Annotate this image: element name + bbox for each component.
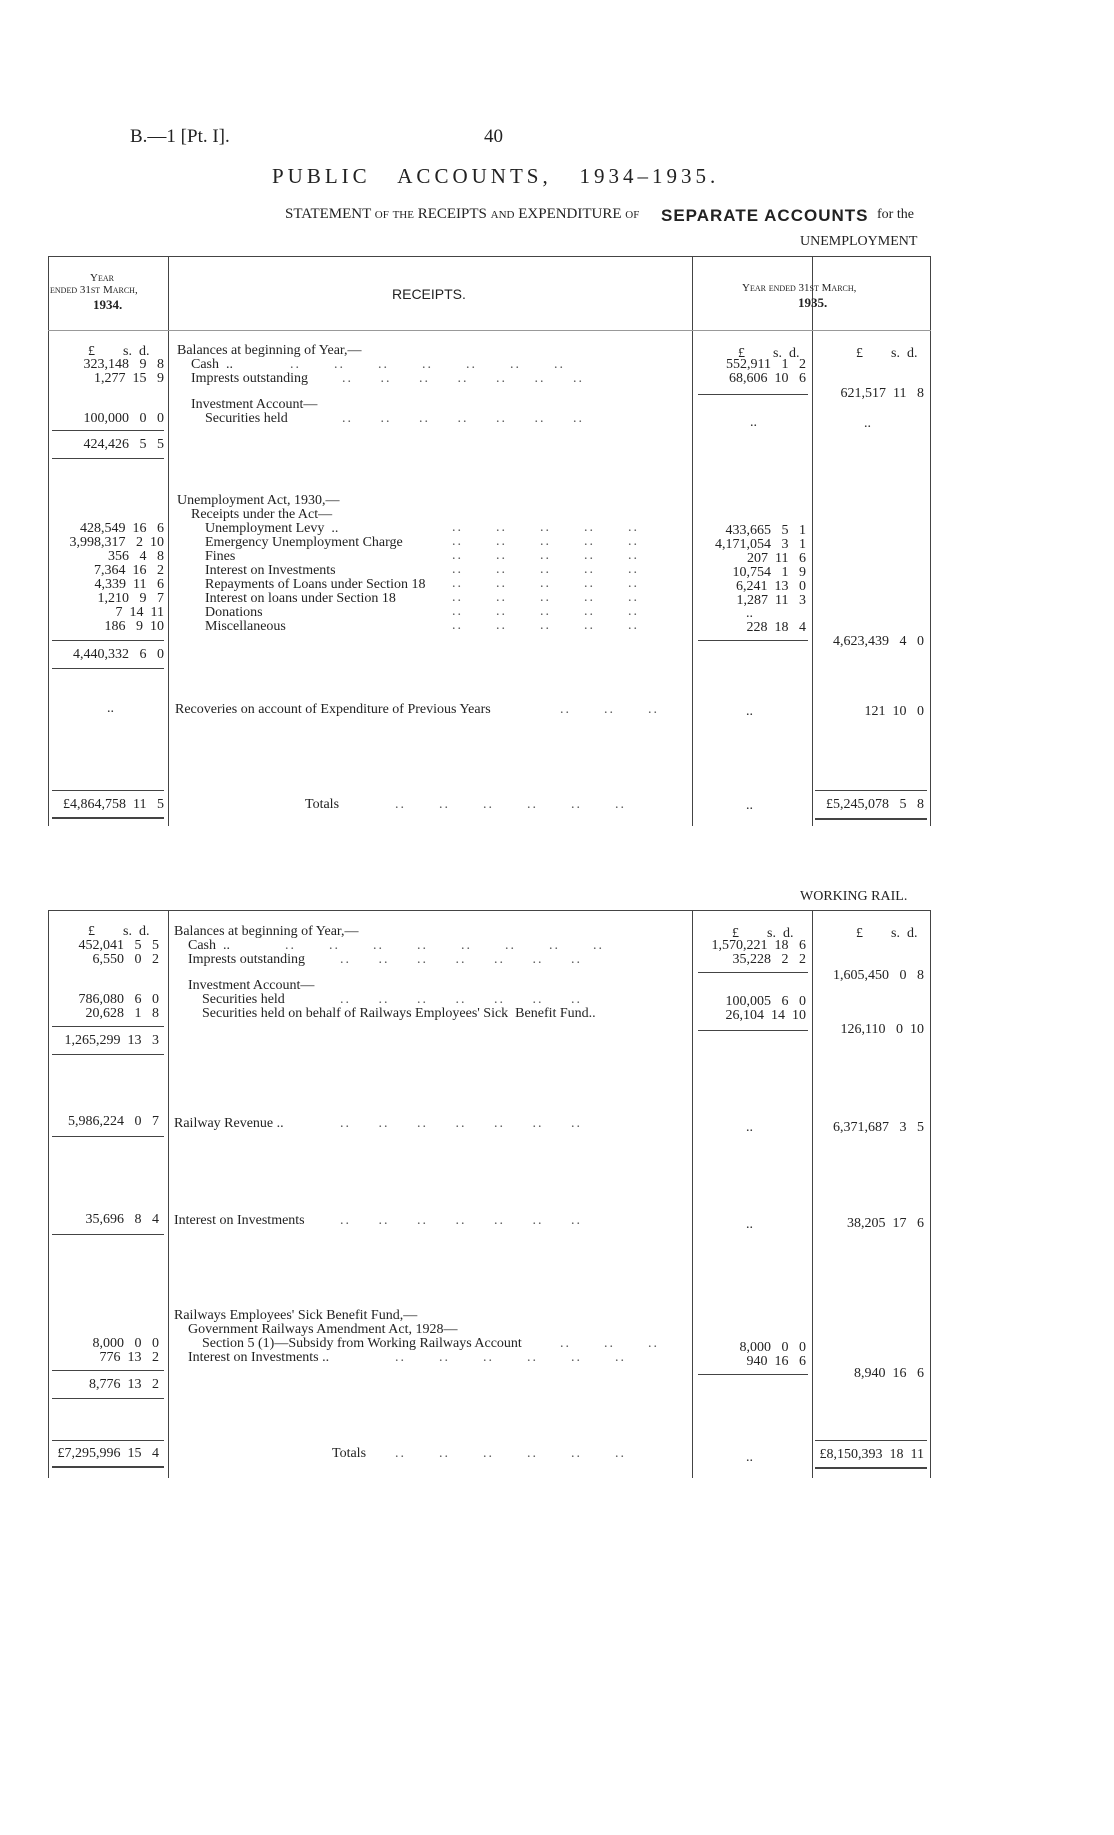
r-label-revenue: Railway Revenue ..	[174, 1116, 284, 1131]
u-left-cash: 323,148 9 8	[83, 357, 164, 372]
table2-left-border	[48, 910, 49, 1478]
r-left-subsidy: 8,000 0 0	[92, 1336, 159, 1351]
u-left-rule-5	[52, 790, 164, 791]
table2-col-divider-3	[812, 910, 813, 1478]
u-leader-block: .. .. .. .. .. .. .. .. .. .. .. .. .. .. .. .. .. .. .. .. .. .. .. .. .. .. .. .. .. .. .. .. .. .. .. .. .. .. .. ..	[452, 520, 639, 633]
table2-col-divider-1	[168, 910, 169, 1478]
u-left-rule-3	[52, 640, 164, 641]
u-left-act-total: 4,440,332 6 0	[73, 647, 164, 662]
u-mid-fines: 207 11 6	[747, 551, 806, 566]
r-label-securities: Securities held	[202, 992, 285, 1007]
u-mid-recoveries: ..	[746, 704, 753, 719]
statement-prefix: STATEMENT of the RECEIPTS and EXPENDITURE of	[285, 206, 640, 222]
u-left-emergency: 3,998,317 2 10	[69, 535, 164, 550]
r-mid-rule-3	[698, 1374, 808, 1375]
col-receipts: RECEIPTS.	[392, 286, 466, 302]
r-left-balances-total: 1,265,299 13 3	[64, 1033, 159, 1048]
u-mid-totals: ..	[746, 798, 753, 813]
r-label-totals: Totals	[332, 1446, 367, 1461]
u-mid-donations: ..	[746, 606, 753, 621]
r-right-totals: £8,150,393 18 11	[819, 1447, 924, 1462]
r-leader-totals: .. .. .. .. .. ..	[395, 1446, 626, 1461]
col-year-1935-year: 1935.	[798, 295, 828, 310]
statement-suffix: for the	[877, 207, 914, 222]
currency-header-mid: £ s. d.	[738, 346, 800, 361]
u-label-fines: Fines	[205, 549, 236, 564]
u-mid-repayments: 6,241 13 0	[736, 579, 806, 594]
u-left-interest: 7,364 16 2	[94, 563, 164, 578]
u-label-receipts-under: Receipts under the Act—	[191, 507, 333, 522]
col-year-1934-line2: ended 31st March,	[50, 284, 138, 296]
r-left-rule-4	[52, 1234, 164, 1235]
u-leader-imprests: .. .. .. .. .. .. ..	[342, 371, 584, 386]
u-left-recoveries: ..	[107, 701, 114, 716]
col-year-1935-line1: Year ended 31st March,	[742, 282, 857, 294]
r-leader-subsidy: .. .. ..	[560, 1336, 659, 1351]
u-right-balances-total: 621,517 11 8	[840, 386, 924, 401]
statement-bold: SEPARATE ACCOUNTS	[661, 206, 869, 225]
r-leader-revenue: .. .. .. .. .. .. ..	[340, 1116, 582, 1131]
r-left-totals: £7,295,996 15 4	[57, 1446, 159, 1461]
u-right-act-total: 4,623,439 4 0	[833, 634, 924, 649]
table1-right-border	[930, 256, 931, 826]
u-right-rule-1	[815, 790, 927, 791]
u-label-imprests: Imprests outstanding	[191, 371, 309, 386]
page-ref: B.—1 [Pt. I].	[130, 126, 230, 147]
u-label-interest: Interest on Investments	[205, 563, 336, 578]
u-mid-interest-loans: 1,287 11 3	[736, 593, 806, 608]
r-left-rule-1	[52, 1026, 164, 1027]
u-leader-recoveries: .. .. ..	[560, 702, 659, 717]
table1-header-rule	[48, 330, 931, 331]
table1-left-border	[48, 256, 49, 826]
u-label-act: Unemployment Act, 1930,—	[177, 493, 340, 508]
r-left-sick-interest: 776 13 2	[99, 1350, 159, 1365]
table2-right-border	[930, 910, 931, 1478]
page-title: PUBLIC ACCOUNTS, 1934–1935.	[272, 164, 720, 188]
u-mid-rule-1	[698, 394, 808, 395]
r-left-securities-sick: 20,628 1 8	[85, 1006, 159, 1021]
r-left-rule-5	[52, 1370, 164, 1371]
r-left-securities: 786,080 6 0	[78, 992, 159, 1007]
r-leader-imprests: .. .. .. .. .. .. ..	[340, 952, 582, 967]
r-currency-header-mid: £ s. d.	[732, 926, 794, 941]
r-left-rule-8	[52, 1466, 164, 1468]
u-mid-securities: ..	[750, 415, 757, 430]
r-left-revenue: 5,986,224 0 7	[68, 1114, 159, 1129]
u-left-rule-4	[52, 668, 164, 669]
u-label-cash: Cash ..	[191, 357, 233, 372]
r-currency-header-right: £ s. d.	[856, 926, 918, 941]
u-label-misc: Miscellaneous	[205, 619, 286, 634]
r-mid-securities: 100,005 6 0	[725, 994, 806, 1009]
table1-col-divider-2	[692, 256, 693, 826]
u-label-totals: Totals	[305, 797, 340, 812]
r-left-rule-7	[52, 1440, 164, 1441]
u-label-securities: Securities held	[205, 411, 288, 426]
r-left-cash: 452,041 5 5	[78, 938, 159, 953]
r-left-rule-2	[52, 1054, 164, 1055]
u-left-repayments: 4,339 11 6	[94, 577, 164, 592]
r-left-sick-total: 8,776 13 2	[89, 1377, 159, 1392]
u-left-rule-6	[52, 817, 164, 819]
r-label-balances: Balances at beginning of Year,—	[174, 924, 359, 939]
u-mid-imprests: 68,606 10 6	[729, 371, 806, 386]
r-right-securities-total: 126,110 0 10	[840, 1022, 924, 1037]
u-mid-emergency: 4,171,054 3 1	[715, 537, 806, 552]
u-mid-rule-2	[698, 640, 808, 641]
u-left-rule-1	[52, 430, 164, 431]
u-mid-misc: 228 18 4	[746, 620, 806, 635]
table2-col-divider-2	[692, 910, 693, 1478]
u-right-rule-2	[815, 818, 927, 820]
r-label-investment: Investment Account—	[188, 978, 315, 993]
u-left-interest-loans: 1,210 9 7	[97, 591, 164, 606]
r-label-imprests: Imprests outstanding	[188, 952, 306, 967]
u-label-donations: Donations	[205, 605, 263, 620]
table1-col-divider-1	[168, 256, 169, 826]
u-leader-cash: .. .. .. .. .. .. ..	[290, 357, 565, 372]
r-leader-interest: .. .. .. .. .. .. ..	[340, 1213, 582, 1228]
u-left-donations: 7 14 11	[115, 605, 164, 620]
u-left-misc: 186 9 10	[104, 619, 164, 634]
page-number: 40	[484, 126, 503, 147]
r-mid-rule-2	[698, 1030, 808, 1031]
r-currency-header-left: £ s. d.	[88, 924, 150, 939]
r-right-rule-2	[815, 1467, 927, 1469]
r-mid-sick-interest: 940 16 6	[746, 1354, 806, 1369]
r-mid-imprests: 35,228 2 2	[732, 952, 806, 967]
u-right-totals: £5,245,078 5 8	[826, 797, 924, 812]
r-label-subsidy: Section 5 (1)—Subsidy from Working Railways Account	[202, 1336, 522, 1351]
r-mid-interest: ..	[746, 1217, 753, 1232]
r-right-rule-1	[815, 1440, 927, 1441]
u-right-securities: ..	[864, 416, 871, 431]
currency-header-right: £ s. d.	[856, 346, 918, 361]
r-label-cash: Cash ..	[188, 938, 230, 953]
u-mid-levy: 433,665 5 1	[725, 523, 806, 538]
u-mid-cash: 552,911 1 2	[726, 357, 806, 372]
u-mid-interest: 10,754 1 9	[732, 565, 806, 580]
r-mid-subsidy: 8,000 0 0	[739, 1340, 806, 1355]
r-mid-revenue: ..	[746, 1120, 753, 1135]
col-year-1934-year: 1934.	[93, 297, 123, 312]
r-right-revenue: 6,371,687 3 5	[833, 1120, 924, 1135]
r-right-sick-total: 8,940 16 6	[854, 1366, 924, 1381]
r-left-rule-6	[52, 1398, 164, 1399]
r-leader-sick-interest: .. .. .. .. .. ..	[395, 1350, 626, 1365]
u-label-balances: Balances at beginning of Year,—	[177, 343, 362, 358]
table1-col-divider-3	[812, 256, 813, 826]
u-left-balances-total: 424,426 5 5	[83, 437, 164, 452]
u-left-imprests: 1,277 15 9	[94, 371, 164, 386]
r-mid-rule-1	[698, 972, 808, 973]
u-leader-totals: .. .. .. .. .. ..	[395, 797, 626, 812]
r-mid-cash: 1,570,221 18 6	[711, 938, 806, 953]
r-leader-securities: .. .. .. .. .. .. ..	[340, 992, 582, 1007]
section-heading-working-rail: WORKING RAIL.	[800, 889, 908, 904]
u-left-securities: 100,000 0 0	[83, 411, 164, 426]
r-mid-totals: ..	[746, 1450, 753, 1465]
r-label-interest: Interest on Investments	[174, 1213, 305, 1228]
u-left-totals: £4,864,758 11 5	[63, 797, 164, 812]
u-label-repayments: Repayments of Loans under Section 18	[205, 577, 426, 592]
r-mid-securities-sick: 26,104 14 10	[725, 1008, 806, 1023]
u-label-interest-loans: Interest on loans under Section 18	[205, 591, 396, 606]
r-right-balances-total: 1,605,450 0 8	[833, 968, 924, 983]
u-left-fines: 356 4 8	[108, 549, 164, 564]
u-left-rule-2	[52, 458, 164, 459]
table2-top-rule	[48, 910, 931, 911]
u-label-levy: Unemployment Levy ..	[205, 521, 339, 536]
r-left-interest: 35,696 8 4	[85, 1212, 159, 1227]
r-label-sick-fund: Railways Employees' Sick Benefit Fund,—	[174, 1308, 418, 1323]
table1-top-rule	[48, 256, 931, 257]
u-label-emergency: Emergency Unemployment Charge	[205, 535, 403, 550]
r-label-govt-act: Government Railways Amendment Act, 1928—	[188, 1322, 458, 1337]
r-left-imprests: 6,550 0 2	[92, 952, 159, 967]
r-right-interest: 38,205 17 6	[847, 1216, 924, 1231]
section-heading-unemployment: UNEMPLOYMENT	[800, 234, 918, 249]
r-left-rule-3	[52, 1136, 164, 1137]
u-leader-securities: .. .. .. .. .. .. ..	[342, 411, 584, 426]
r-label-securities-sick: Securities held on behalf of Railways Employees' Sick Benefit Fund..	[202, 1006, 596, 1021]
r-leader-cash: .. .. .. .. .. .. .. ..	[285, 938, 604, 953]
u-right-recoveries: 121 10 0	[864, 704, 924, 719]
u-left-levy: 428,549 16 6	[80, 521, 164, 536]
currency-header-left: £ s. d.	[88, 344, 150, 359]
col-year-1934-line1: Year	[90, 272, 114, 284]
u-label-investment: Investment Account—	[191, 397, 318, 412]
u-label-recoveries: Recoveries on account of Expenditure of Previous Years	[175, 702, 491, 717]
r-label-sick-interest: Interest on Investments ..	[188, 1350, 330, 1365]
